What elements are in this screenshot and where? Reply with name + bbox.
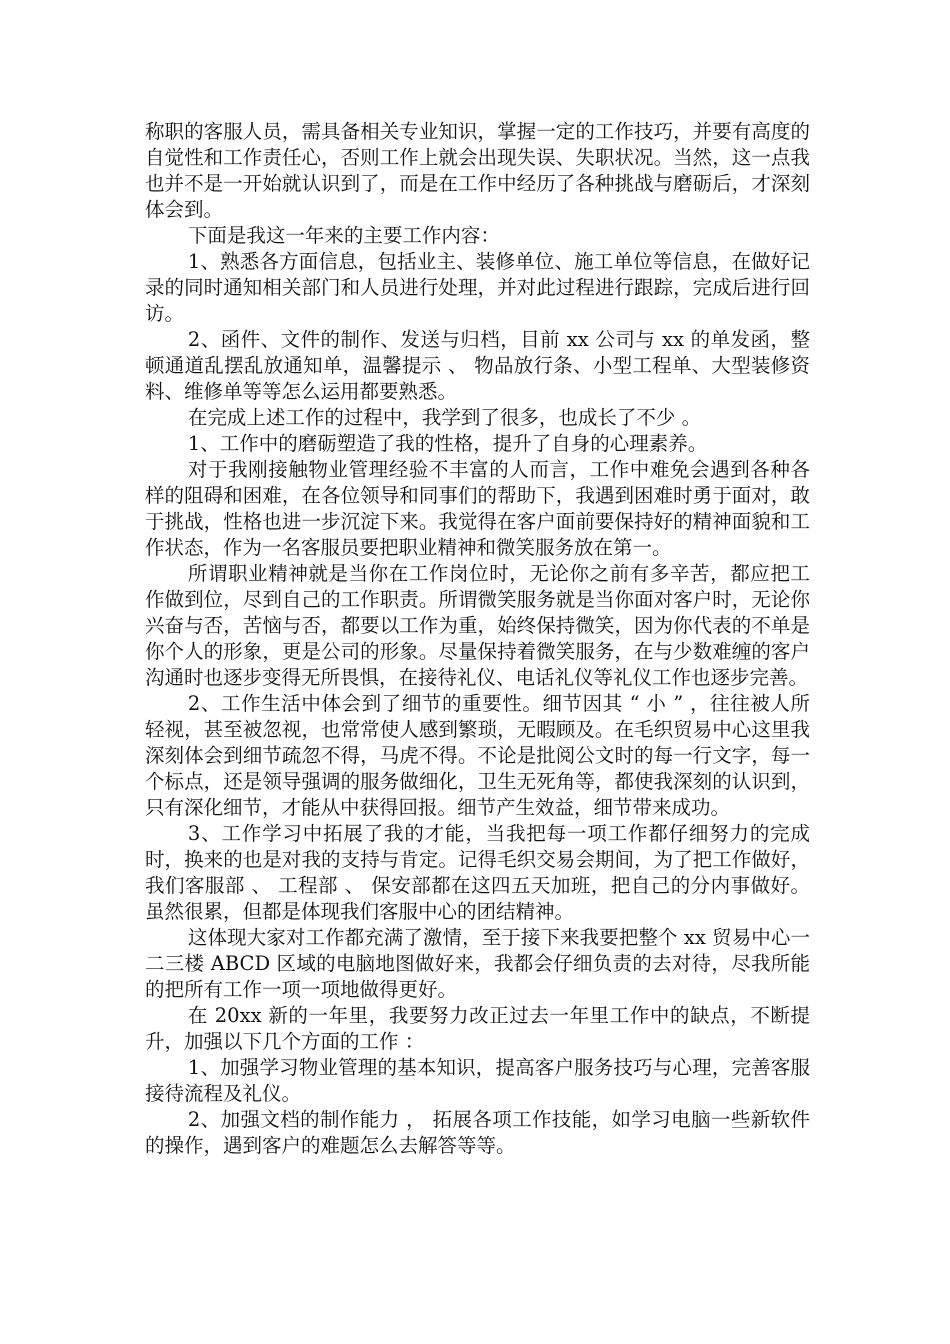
paragraph-14: 2、加强文档的制作能力 ， 拓展各项工作技能，如学习电脑一些新软件的操作，遇到客户的难题怎么去解答等等。 [145, 1108, 810, 1157]
paragraph-1: 称职的客服人员，需具备相关专业知识，掌握一定的工作技巧，并要有高度的自觉性和工作责任心，否则工作上就会出现失误、失职状况。当然，这一点我也并不是一开始就认识到了，而是在工作中经历了各种挑战与磨砺后，才深刻体会到。 [145, 120, 810, 221]
document-body [145, 119, 810, 1159]
paragraph-9: 2、工作生活中体会到了细节的重要性。细节因其 “ 小 ” ，往往被人所轻视，甚至被忽视，也常常使人感到繁琐，无暇顾及。在毛织贸易中心这里我深刻体会到细节疏忽不得，马虎不得。不论是批阅公文时的每一行文字，每一个标点，还是领导强调的服务做细化，卫生无死角等，都使我深刻的认识到，只有深化细节，才能从中获得回报。细节产生效益，细节带来成功。 [145, 692, 810, 819]
paragraph-6: 1、工作中的磨砺塑造了我的性格，提升了自身的心理素养。 [187, 432, 708, 455]
paragraph-7: 对于我刚接触物业管理经验不丰富的人而言，工作中难免会遇到各种各样的阻碍和困难，在各位领导和同事们的帮助下，我遇到困难时勇于面对，敢于挑战，性格也进一步沉淀下来。我觉得在客户面前要保持好的精神面貌和工作状态，作为一名客服员要把职业精神和微笑服务放在第一。 [145, 458, 810, 559]
paragraph-11: 这体现大家对工作都充满了激情，至于接下来我要把整个 xx 贸易中心一二三楼 ABCD 区域的电脑地图做好来，我都会仔细负责的去对待，尽我所能的把所有工作一项一项地做得更好。 [145, 926, 810, 1001]
paragraph-12: 在 20xx 新的一年里，我要努力改正过去一年里工作中的缺点，不断提升，加强以下几个方面的工作 ： [145, 1004, 810, 1053]
paragraph-13: 1、加强学习物业管理的基本知识，提高客户服务技巧与心理，完善客服接待流程及礼仪。 [145, 1056, 810, 1105]
paragraph-4: 2、函件、文件的制作、发送与归档，目前 xx 公司与 xx 的单发函，整顿通道乱摆乱放通知单，温馨提示 、 物品放行条、小型工程单、大型装修资料、维修单等等怎么运用都要熟悉。 [145, 328, 810, 403]
paragraph-8: 所谓职业精神就是当你在工作岗位时，无论你之前有多辛苦，都应把工作做到位，尽到自己的工作职责。所谓微笑服务就是当你面对客户时，无论你兴奋与否，苦恼与否，都要以工作为重，始终保持微笑，因为你代表的不单是你个人的形象，更是公司的形象。尽量保持着微笑服务，在与少数难缠的客户沟通时也逐步变得无所畏惧，在接待礼仪、电话礼仪等礼仪工作也逐步完善。 [145, 562, 810, 689]
paragraph-3: 1、熟悉各方面信息，包括业主、装修单位、施工单位等信息，在做好记录的同时通知相关部门和人员进行处理，并对此过程进行跟踪，完成后进行回访。 [145, 250, 810, 325]
paragraph-5: 在完成上述工作的过程中，我学到了很多，也成长了不少 。 [187, 406, 702, 429]
paragraph-10: 3、工作学习中拓展了我的才能，当我把每一项工作都仔细努力的完成时，换来的也是对我的支持与肯定。记得毛织交易会期间，为了把工作做好，我们客服部 、 工程部 、 保安部都在这四五天加班，把自己的分内事做好。虽然很累，但都是体现我们客服中心的团结精神。 [145, 822, 810, 923]
paragraph-2: 下面是我这一年来的主要工作内容： [187, 224, 500, 247]
